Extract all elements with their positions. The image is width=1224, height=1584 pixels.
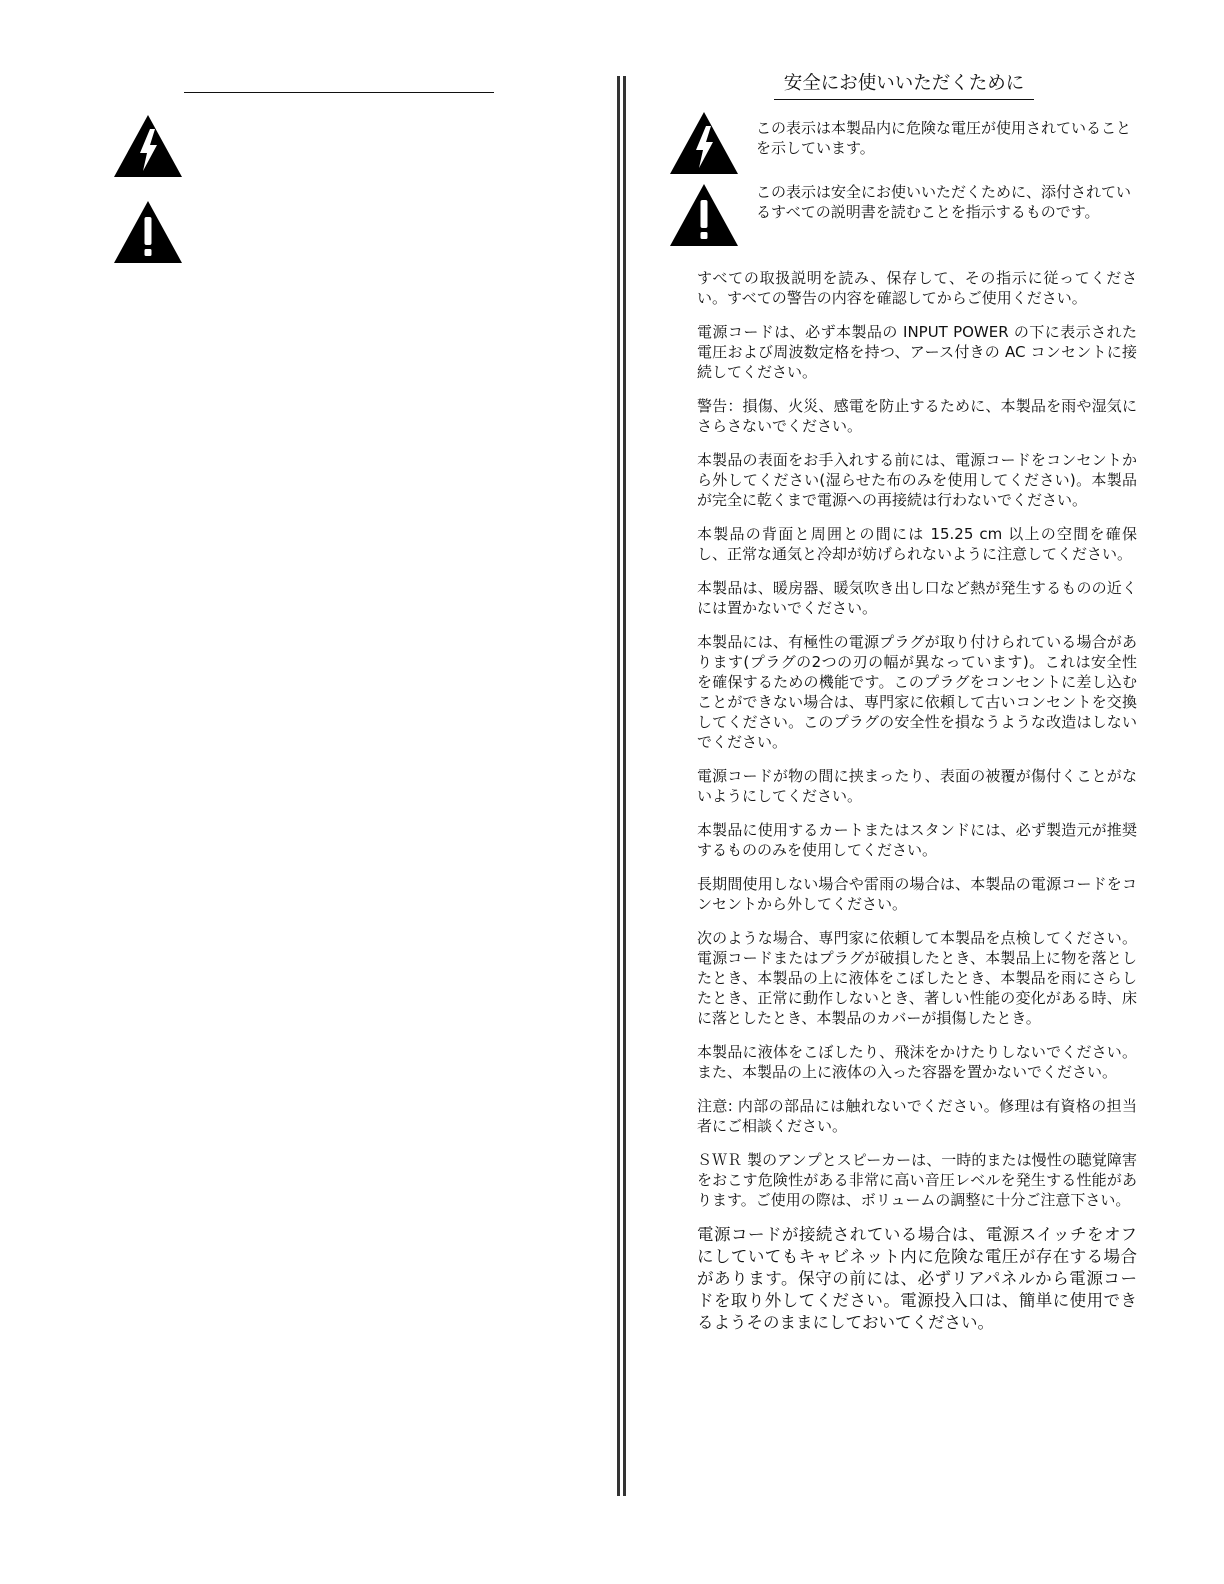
caution-exclamation-icon: [668, 182, 740, 248]
safety-paragraph: 本製品に使用するカートまたはスタンドには、必ず製造元が推奨するもののみを使用してください。: [697, 821, 1137, 859]
safety-paragraph: すべての取扱説明を読み、保存して、その指示に従ってください。すべての警告の内容を確認してからご使用ください。: [697, 269, 1137, 307]
electric-shock-warning-icon: [668, 110, 740, 176]
safety-paragraph: 本製品には、有極性の電源プラグが取り付けられている場合があります(プラグの2つの刃の幅が異なっています)。これは安全性を確保するための機能です。このプラグをコンセントに差し込むことができない場合は、専門家に依頼して古いコンセントを交換してください。このプラグの安全性を損なうような改造はしないでください。: [697, 633, 1137, 751]
electric-shock-warning-icon: [112, 113, 184, 179]
shock-symbol-description: この表示は本製品内に危険な電圧が使用されていることを示しています。: [756, 119, 1132, 157]
column-divider: [617, 76, 626, 1496]
safety-paragraph: 次のような場合、専門家に依頼して本製品を点検してください。電源コードまたはプラグが破損したとき、本製品上に物を落としたとき、本製品の上に液体をこぼしたとき、本製品を雨にさらしたとき、正常に動作しないとき、著しい性能の変化がある時、床に落としたとき、本製品のカバーが損傷したとき。: [697, 929, 1137, 1027]
safety-paragraph: 本製品の表面をお手入れする前には、電源コードをコンセントから外してください(湿らせた布のみを使用してください)。本製品が完全に乾くまで電源への再接続は行わないでください。: [697, 451, 1137, 509]
safety-paragraph: 電源コードは、必ず本製品の INPUT POWER の下に表示された電圧および周波数定格を持つ、アース付きの AC コンセントに接続してください。: [697, 323, 1137, 381]
left-column-heading-rule: [184, 92, 494, 93]
safety-paragraph: 注意: 内部の部品には触れないでください。修理は有資格の担当者にご相談ください。: [697, 1097, 1137, 1135]
safety-paragraph: 本製品の背面と周囲との間には 15.25 cm 以上の空間を確保し、正常な通気と冷却が妨げられないように注意してください。: [697, 525, 1137, 563]
safety-paragraph: 本製品は、暖房器、暖気吹き出し口など熱が発生するものの近くには置かないでください。: [697, 579, 1137, 617]
caution-symbol-description: この表示は安全にお使いいただくために、添付されているすべての説明書を読むことを指示するものです。: [756, 183, 1132, 221]
safety-paragraph: 電源コードが物の間に挟まったり、表面の被覆が傷付くことがないようにしてください。: [697, 767, 1137, 805]
safety-paragraph: 本製品に液体をこぼしたり、飛沫をかけたりしないでください。また、本製品の上に液体の入った容器を置かないでください。: [697, 1043, 1137, 1081]
safety-paragraph: 長期間使用しない場合や雷雨の場合は、本製品の電源コードをコンセントから外してください。: [697, 875, 1137, 913]
page-title: 安全にお使いいただくために: [774, 70, 1034, 100]
safety-paragraph: 電源コードが接続されている場合は、電源スイッチをオフにしていてもキャビネット内に危険な電圧が存在する場合があります。保守の前には、必ずリアパネルから電源コードを取り外してください。電源投入口は、簡単に使用できるようそのままにしておいてください。: [697, 1225, 1138, 1332]
safety-paragraph: ＳＷＲ 製のアンプとスピーカーは、一時的または慢性の聴覚障害をおこす危険性がある非常に高い音圧レベルを発生する性能があります。ご使用の際は、ボリュームの調整に十分ご注意下さい。: [697, 1151, 1137, 1209]
caution-exclamation-icon: [112, 199, 184, 265]
safety-instructions: [697, 268, 1137, 1348]
safety-paragraph: 警告：損傷、火災、感電を防止するために、本製品を雨や湿気にさらさないでください。: [697, 397, 1137, 435]
